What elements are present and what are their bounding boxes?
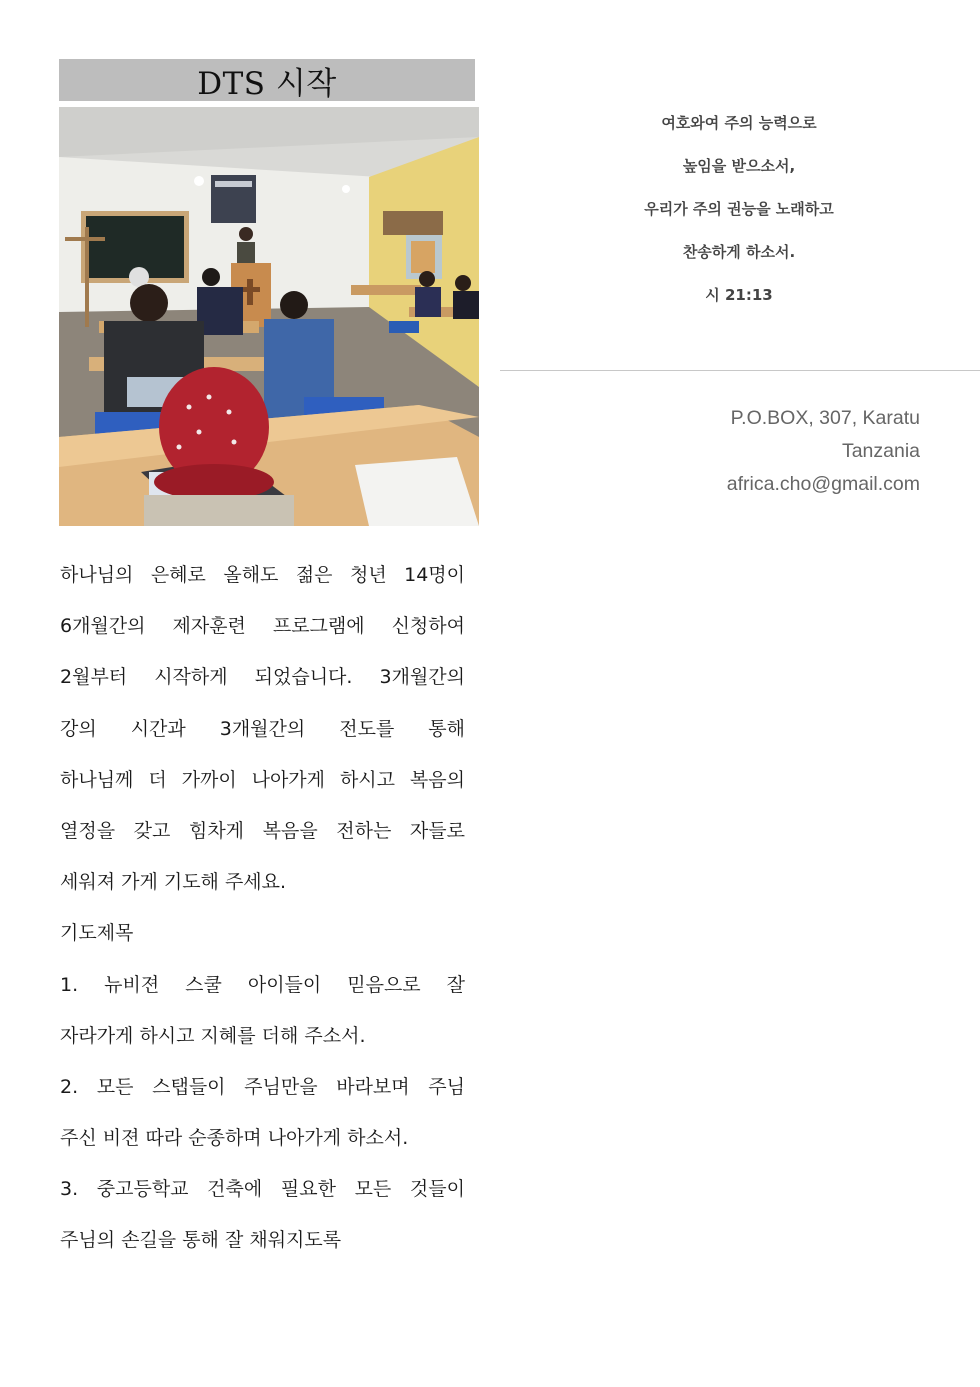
prayer-item: 1. 뉴비젼 스쿨 아이들이 믿음으로 잘 xyxy=(60,973,465,996)
verse-line: 찬송하게 하소서. xyxy=(682,243,796,261)
prayer-item: 주신 비젼 따라 순종하며 나아가게 하소서. xyxy=(60,1127,409,1150)
classroom-photo xyxy=(59,107,479,526)
verse-reference: 시 21:13 xyxy=(705,286,773,304)
verse-line: 높임을 받으소서, xyxy=(682,157,796,175)
prayer-item: 3. 중고등학교 건축에 필요한 모든 것들이 xyxy=(60,1178,465,1201)
title-bar xyxy=(59,59,475,101)
verse-line: 여호와여 주의 능력으로 xyxy=(661,114,817,132)
address-block xyxy=(727,402,920,501)
body-line: 2월부터 시작하게 되었습니다. 3개월간의 xyxy=(60,666,465,689)
prayer-item: 자라가게 하시고 지혜를 더해 주소서. xyxy=(60,1024,366,1047)
verse-line: 우리가 주의 권능을 노래하고 xyxy=(644,200,834,218)
body-line: 6개월간의 제자훈련 프로그램에 신청하여 xyxy=(60,615,465,638)
body-line: 열정을 갖고 힘차게 복음을 전하는 자들로 xyxy=(60,819,465,842)
body-line: 강의 시간과 3개월간의 전도를 통해 xyxy=(60,717,465,740)
newsletter-body xyxy=(60,558,465,1275)
prayer-item: 2. 모든 스탭들이 주님만을 바라보며 주님 xyxy=(60,1075,465,1098)
address-line: P.O.BOX, 307, Karatu xyxy=(730,407,920,429)
scripture-verse xyxy=(500,108,978,323)
body-line: 하나님의 은혜로 올해도 젊은 청년 14명이 xyxy=(60,564,465,586)
address-country: Tanzania xyxy=(841,440,920,462)
divider xyxy=(500,370,980,371)
prayer-heading: 기도제목 xyxy=(60,922,134,945)
prayer-item: 주님의 손길을 통해 잘 채워지도록 xyxy=(60,1229,342,1252)
body-line: 하나님께 더 가까이 나아가게 하시고 복음의 xyxy=(60,768,465,791)
page-title: DTS 시작 xyxy=(197,65,337,102)
body-line: 세워져 가게 기도해 주세요. xyxy=(60,871,287,894)
email-link[interactable]: africa.cho@gmail.com xyxy=(726,473,920,495)
